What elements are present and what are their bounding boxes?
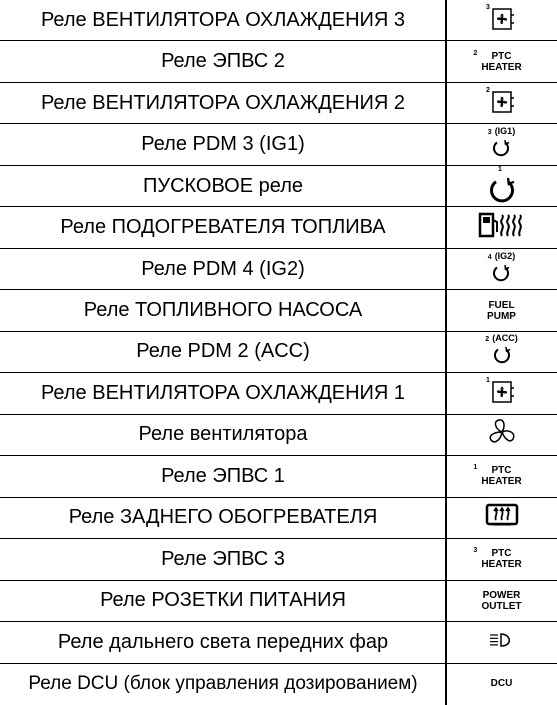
ignition-icon xyxy=(485,333,517,370)
relay-icon-cell xyxy=(446,0,557,40)
icon-text-line2: HEATER xyxy=(481,61,522,73)
icon-text-line1: PTC xyxy=(491,465,512,477)
relay-name: Реле PDM 2 (ACC) xyxy=(136,340,310,363)
ptc-heater-text xyxy=(473,464,522,488)
high-beam-icon xyxy=(487,631,517,654)
relay-row xyxy=(0,207,557,248)
fuel-heater-icon xyxy=(477,210,527,245)
cooling-fan-relay-icon xyxy=(485,1,519,40)
relay-icon-cell xyxy=(446,207,557,247)
relay-number: 2 xyxy=(473,49,478,57)
relay-icon-cell xyxy=(446,622,557,662)
power-outlet-text xyxy=(482,590,522,612)
relay-name: ПУСКОВОЕ реле xyxy=(142,174,303,197)
relay-row xyxy=(0,415,557,456)
relay-icon-cell xyxy=(446,373,557,413)
relay-row xyxy=(0,41,557,82)
relay-name: Реле ВЕНТИЛЯТОРА ОХЛАЖДЕНИЯ 1 xyxy=(40,381,406,404)
relay-row xyxy=(0,456,557,497)
relay-icon-cell xyxy=(446,539,557,579)
ignition-label: (ACC) xyxy=(492,333,518,344)
ignition-icon xyxy=(488,251,515,288)
rear-defroster-icon xyxy=(485,502,519,533)
relay-row xyxy=(0,498,557,539)
cooling-fan-relay-icon xyxy=(485,374,519,413)
relay-icon-cell xyxy=(446,290,557,330)
relay-name: Реле ПОДОГРЕВАТЕЛЯ ТОПЛИВА xyxy=(60,216,386,239)
relay-name: Реле PDM 4 (IG2) xyxy=(141,257,305,280)
relay-name: Реле дальнего света передних фар xyxy=(57,630,389,653)
relay-icon-cell xyxy=(446,166,557,206)
relay-icon-cell xyxy=(446,249,557,289)
relay-row xyxy=(0,290,557,331)
icon-text-line2: PUMP xyxy=(487,310,516,322)
relay-icon-cell xyxy=(446,124,557,164)
relay-name: Реле ЗАДНЕГО ОБОГРЕВАТЕЛЯ xyxy=(68,506,378,529)
relay-name: Реле ЭПВС 3 xyxy=(161,547,285,570)
relay-row xyxy=(0,581,557,622)
relay-row xyxy=(0,664,557,705)
relay-name: Реле ТОПЛИВНОГО НАСОСА xyxy=(83,299,363,322)
relay-name: Реле ЭПВС 1 xyxy=(161,464,285,487)
fuel-pump-text xyxy=(487,300,516,322)
relay-icon-cell xyxy=(446,332,557,372)
relay-icon-cell xyxy=(446,83,557,123)
icon-text-line2: HEATER xyxy=(481,559,522,571)
relay-number: 1 xyxy=(498,165,502,173)
relay-number: 1 xyxy=(485,376,490,384)
relay-name: Реле ВЕНТИЛЯТОРА ОХЛАЖДЕНИЯ 2 xyxy=(40,91,406,114)
dcu-text xyxy=(491,678,513,689)
relay-name: Реле РОЗЕТКИ ПИТАНИЯ xyxy=(100,589,346,612)
relay-row xyxy=(0,124,557,165)
relay-icon-cell xyxy=(446,456,557,496)
ignition-label: (IG2) xyxy=(494,250,516,261)
relay-number: 3 xyxy=(473,547,478,555)
ptc-heater-text xyxy=(473,49,522,73)
icon-text-line2: HEATER xyxy=(481,476,522,488)
relay-number: 3 xyxy=(487,129,492,137)
relay-row xyxy=(0,249,557,290)
relay-number: 2 xyxy=(485,86,490,94)
relay-number: 4 xyxy=(487,253,492,261)
icon-text-line1: DCU xyxy=(490,678,513,690)
relay-name: Реле ЭПВС 2 xyxy=(161,50,285,73)
ignition-label: (IG1) xyxy=(494,126,516,137)
relay-name: Реле DCU (блок управления дозированием) xyxy=(28,672,418,694)
icon-text-line1: PTC xyxy=(491,50,512,62)
starter-icon xyxy=(487,163,517,210)
relay-number: 1 xyxy=(473,464,478,472)
relay-row xyxy=(0,539,557,580)
relay-row xyxy=(0,83,557,124)
relay-icon-cell xyxy=(446,664,557,704)
ignition-icon xyxy=(488,126,515,163)
relay-name: Реле ВЕНТИЛЯТОРА ОХЛАЖДЕНИЯ 3 xyxy=(40,8,406,31)
blower-fan-icon xyxy=(485,417,519,452)
relay-name: Реле PDM 3 (IG1) xyxy=(141,133,305,156)
icon-text-line1: FUEL xyxy=(488,299,515,311)
relay-row xyxy=(0,373,557,414)
relay-number: 3 xyxy=(485,3,490,11)
relay-row xyxy=(0,166,557,207)
relay-number: 2 xyxy=(485,336,490,344)
relay-icon-cell xyxy=(446,498,557,538)
relay-icon-cell xyxy=(446,415,557,455)
relay-icon-cell xyxy=(446,581,557,621)
icon-text-line1: PTC xyxy=(491,548,512,560)
relay-row xyxy=(0,622,557,663)
cooling-fan-relay-icon xyxy=(485,84,519,123)
icon-text-line1: POWER xyxy=(482,589,521,601)
relay-name: Реле вентилятора xyxy=(138,423,308,446)
relay-row xyxy=(0,332,557,373)
icon-text-line2: OUTLET xyxy=(481,600,522,612)
relay-icon-cell xyxy=(446,41,557,81)
relay-row xyxy=(0,0,557,41)
ptc-heater-text xyxy=(473,547,522,571)
